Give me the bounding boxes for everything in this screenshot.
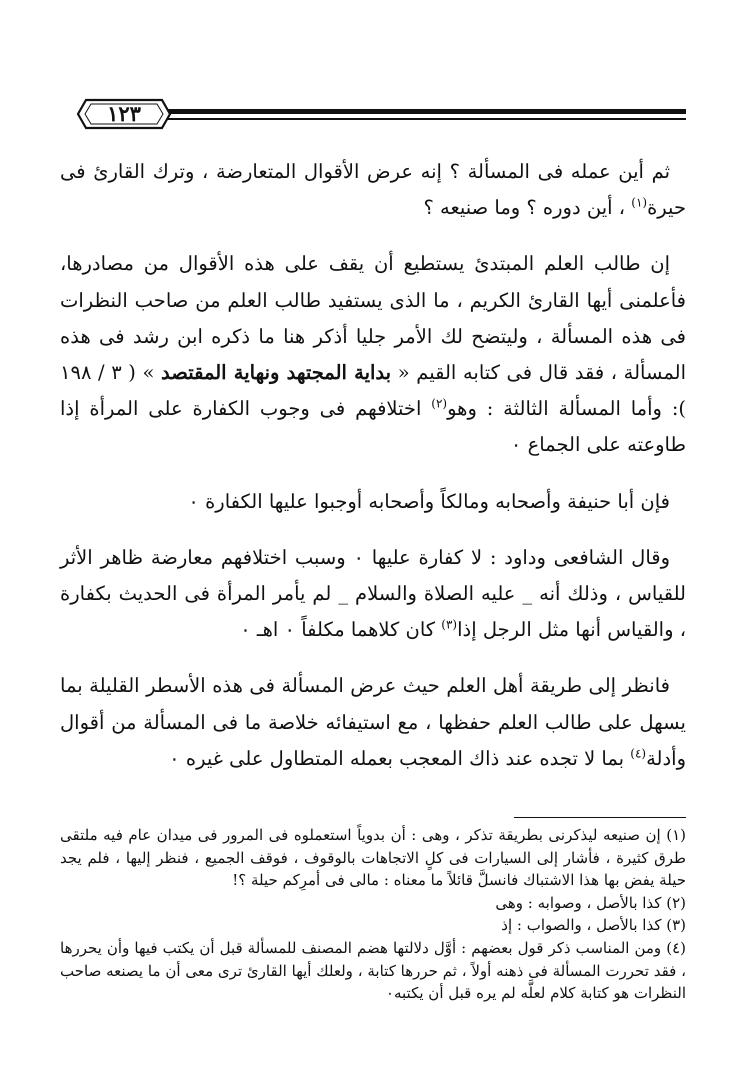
body-text xyxy=(60,154,686,790)
page-number: ١٢٣ xyxy=(107,101,141,126)
footnote-ref-2: (٢) xyxy=(431,396,448,411)
footnote-separator xyxy=(514,817,686,818)
p2-text-c: اختلافهم فى وجوب الكفارة على المرأة إذا طاوعته على الجماع ٠ xyxy=(60,397,686,457)
p5-text-b: بما لا تجده عند ذاك المعجب بعمله المتطاول على غيره ٠ xyxy=(169,746,625,770)
paragraph-4 xyxy=(60,540,686,649)
p4-text-a: وقال الشافعى وداود : لا كفارة عليها ٠ وسبب اختلافهم معارضة ظاهر الأثر للقياس ، وذلك أنه _ عليه الصلاة والسلام _ لم يأمر المرأة فى الحديث بكفارة ، والقياس أنها مثل الرجل إذا xyxy=(60,545,686,642)
footnote-4: (٤) ومن المناسب ذكر قول بعضهم : أوَّل دلالتها هضم المصنف للمسألة قبل أن يكتب فيها وأن يحررها ، فقد تحررت المسألة فى ذهنه أولاً ، ثم حررها كتابة ، ولعلك أيها القارئ ترى معى أن ما يصنعه صاحب النظرات هو كتابة كلام لعلَّه لم يره قبل أن يكتبه٠ xyxy=(60,938,686,1003)
footnote-3: (٣) كذا بالأصل ، والصواب : إذ xyxy=(501,916,686,935)
footnote-ref-4: (٤) xyxy=(630,746,647,761)
footnote-1: (١) إن صنيعه ليذكرنى بطريقة تذكر ، وهى : أن بدوياً استعملوه فى المرور فى ميدان عام فيه ملتقى طرق كثيرة ، فأشار إلى السيارات فى كلٍ الاتجاهات بالوقوف ، فوقف الجميع ، فنظر إليها ، فلم يجد حيلة يفض بها هذا الاشتباك فانسلَّ قائلاً ما معناه : مالى فى أمرِكم حيلة ؟! xyxy=(60,826,686,890)
footnote-ref-1: (١) xyxy=(631,195,648,210)
p2-text-a: إن طالب العلم المبتدئ يستطيع أن يقف على هذه الأقوال من مصادرها، فأعلمنى أيها القارئ الكريم ، ما الذى يستفيد طالب العلم من صاحب النظرات فى هذه المسألة ، وليتضح لك الأمر جليا أذكر هنا ما ذكره ابن رشد فى هذه المسألة ، فقد قال فى كتابه القيم « xyxy=(60,252,687,385)
header-rule-thick xyxy=(162,109,686,114)
p3-text: فإن أبا حنيفة وأصحابه ومالكاً وأصحابه أوجبوا عليها الكفارة ٠ xyxy=(188,489,670,513)
paragraph-3 xyxy=(60,484,686,520)
paragraph-5 xyxy=(60,668,686,777)
p5-text-a: فانظر إلى طريقة أهل العلم حيث عرض المسألة فى هذه الأسطر القليلة بما يسهل على طالب العلم حفظها ، مع استيفائه خلاصة ما فى المسألة من أقوال وأدلة xyxy=(60,674,686,770)
footnotes xyxy=(60,824,686,1005)
p2-text-b: » ( ٣ / ١٩٨ ): وأما المسألة الثالثة : وهو xyxy=(60,361,687,421)
page-header xyxy=(76,96,686,136)
p1-text-b: ، أين دوره ؟ وما صنيعه ؟ xyxy=(423,196,626,220)
footnote-2: (٢) كذا بالأصل ، وصوابه : وهى xyxy=(495,893,686,912)
page-number-badge xyxy=(76,96,172,132)
paragraph-2 xyxy=(60,246,686,463)
p4-text-b: كان كلاهما مكلفاً ٠ اهـ ٠ xyxy=(240,618,436,642)
paragraph-1 xyxy=(60,154,686,226)
p1-text-a: ثم أين عمله فى المسألة ؟ إنه عرض الأقوال المتعارضة ، وترك القارئ فى حيرة xyxy=(60,160,686,220)
book-title: بداية المجتهد ونهاية المقتصد xyxy=(161,361,392,385)
footnote-ref-3: (٣) xyxy=(441,617,458,632)
header-rule-thin xyxy=(162,118,686,120)
